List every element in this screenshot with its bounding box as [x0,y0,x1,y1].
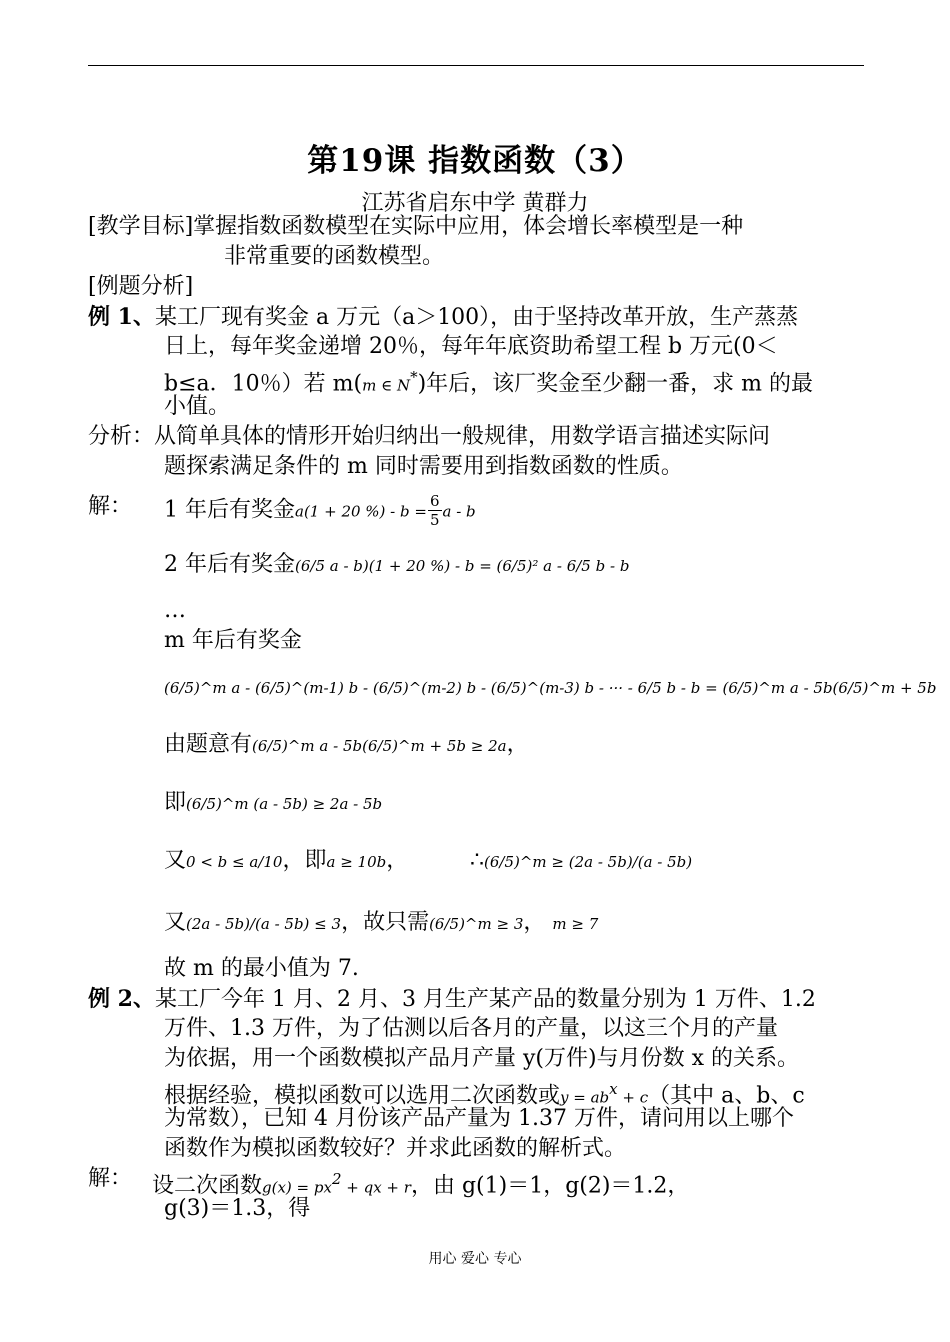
therefore-math: (6/5)^m ≥ (2a - 5b)/(a - 5b) [484,853,693,871]
ex1-line-1 [88,302,798,333]
ex2-text-4b: （其中 a、b、c [648,1083,805,1109]
ex1-text-3a: b≤a．10％）若 m( [164,371,363,397]
ex1-therefore [470,846,692,877]
ji-math: (6/5)^m (a - 5b) ≥ 2a - 5b [186,795,383,813]
header-rule [88,65,864,66]
you2-math-3: m ≥ 7 [552,915,599,933]
ex2-line-5: 为常数），已知 4 月份该产品产量为 1.37 万件，请问用以上哪个 [164,1106,794,1131]
you-text: 又 [164,848,187,873]
ex2-model-sup: x [609,1080,618,1098]
you2-math: (2a - 5b)/(a - 5b) ≤ 3 [186,915,342,933]
ex1-solution-label: 解： [88,494,133,519]
ex2-line-2: 万件、1.3 万件，为了估测以后各月的产量，以这三个月的产量 [164,1016,778,1041]
ex1-text-1: 某工厂现有奖金 a 万元（a＞100），由于坚持改革开放，生产蒸蒸 [154,305,799,330]
year1-text: 1 年后有奖金 [164,497,295,523]
ex2-model-math: y = ab [560,1088,610,1107]
ex2-sol-line-2: g(3)＝1.3，得 [164,1196,311,1221]
ex2-sol-sup: 2 [331,1170,342,1188]
ex1-condition [164,730,529,761]
ex2-sol-text-1a: 设二次函数 [152,1173,263,1199]
objective-text-1: 掌握指数函数模型在实际中应用，体会增长率模型是一种 [193,214,744,239]
ex2-text-1: 某工厂今年 1 月、2 月、3 月生产某产品的数量分别为 1 万件、1.2 [154,987,816,1012]
ex1-label: 例 1、 [88,304,155,330]
ex2-sol-math-2: + qx + r [341,1178,411,1197]
objective-label: [教学目标] [88,214,194,239]
you-math-2: a ≥ 10b [326,853,387,871]
author-line: 江苏省启东中学 黄群力 [361,191,589,216]
year1-fraction [428,492,442,529]
you-math: 0 < b ≤ a/10 [186,853,283,871]
ex2-sol-math: g(x) = px [262,1178,332,1197]
analysis-heading: [例题分析] [88,274,194,299]
year2-text: 2 年后有奖金 [164,552,295,577]
ex1-text-3b: )年后，该厂奖金至少翻一番，求 m 的最 [417,371,814,397]
ex2-text-4a: 根据经验，模拟函数可以选用二次函数或 [164,1083,561,1109]
analysis-text-1: 从简单具体的情形开始归纳出一般规律，用数学语言描述实际问 [154,424,771,449]
ex1-ellipsis: … [164,598,186,623]
ex1-you2 [164,908,598,939]
year1-math: a(1 + 20 %) - b = [295,502,427,521]
ex1-set-sup: * [410,368,418,386]
condition-text: 由题意有 [164,732,253,757]
objective-line-2: 非常重要的函数模型。 [224,244,445,269]
ex1-line-2: 日上，每年奖金递增 20％，每年年底资助希望工程 b 万元(0＜ [164,334,778,359]
you2-comma: ， [523,910,546,935]
ex2-model-math-2: + c [617,1088,649,1107]
ex2-line-3: 为依据，用一个函数模拟产品月产量 y(万件)与月份数 x 的关系。 [164,1046,799,1071]
ex1-set-expr: m ∈ N [362,376,411,395]
therefore-symbol: ∴ [470,848,484,873]
year2-math: (6/5 a - b)(1 + 20 %) - b = (6/5)² a - 6/5 b - b [295,557,630,575]
ex1-year-m-formula [164,672,936,703]
you-ji: ，即 [282,848,327,873]
ex1-analysis-line-1 [88,422,770,452]
ex1-conclusion: 故 m 的最小值为 7. [164,956,359,981]
ex2-line-1 [88,984,816,1015]
ex2-sol-text-1b: ，由 g(1)＝1，g(2)＝1.2， [410,1173,690,1199]
ex1-analysis-line-2: 题探索满足条件的 m 同时需要用到指数函数的性质。 [164,454,683,479]
analysis-label: 分析： [88,424,155,449]
ex1-line-3 [164,362,813,400]
you-comma: ， [386,848,409,873]
page-footer: 用心 爱心 专心 [428,1251,522,1267]
objective-line-1 [88,212,743,242]
ji-text: 即 [164,790,187,815]
ex1-line-4: 小值。 [164,394,231,419]
page-title: 第19课 指数函数（3） [307,143,643,179]
you2-math-2: (6/5)^m ≥ 3 [429,915,524,933]
you2-text: 又 [164,910,187,935]
condition-end: ， [506,732,529,757]
year1-num: 6 [429,492,440,510]
you2-mid: ，故只需 [341,910,430,935]
ex2-solution-label: 解： [88,1166,133,1191]
ex1-year-m: m 年后有奖金 [164,628,302,653]
ex2-label: 例 2、 [88,986,155,1012]
ex2-line-6: 函数作为模拟函数较好？并求此函数的解析式。 [164,1136,627,1161]
ex1-year1 [164,492,476,529]
year1-tail: a - b [442,502,476,521]
ex1-ji [164,788,382,819]
year-m-formula: (6/5)^m a - (6/5)^(m-1) b - (6/5)^(m-2) b - (6/5)^(m-3) b - ··· - 6/5 b - b = (6/5)^m a - 5b(6/5)^m + 5b [164,679,937,697]
ex1-you [164,846,408,877]
year1-den: 5 [429,511,440,529]
condition-math: (6/5)^m a - 5b(6/5)^m + 5b ≥ 2a [252,737,507,755]
ex1-year2 [164,550,629,581]
